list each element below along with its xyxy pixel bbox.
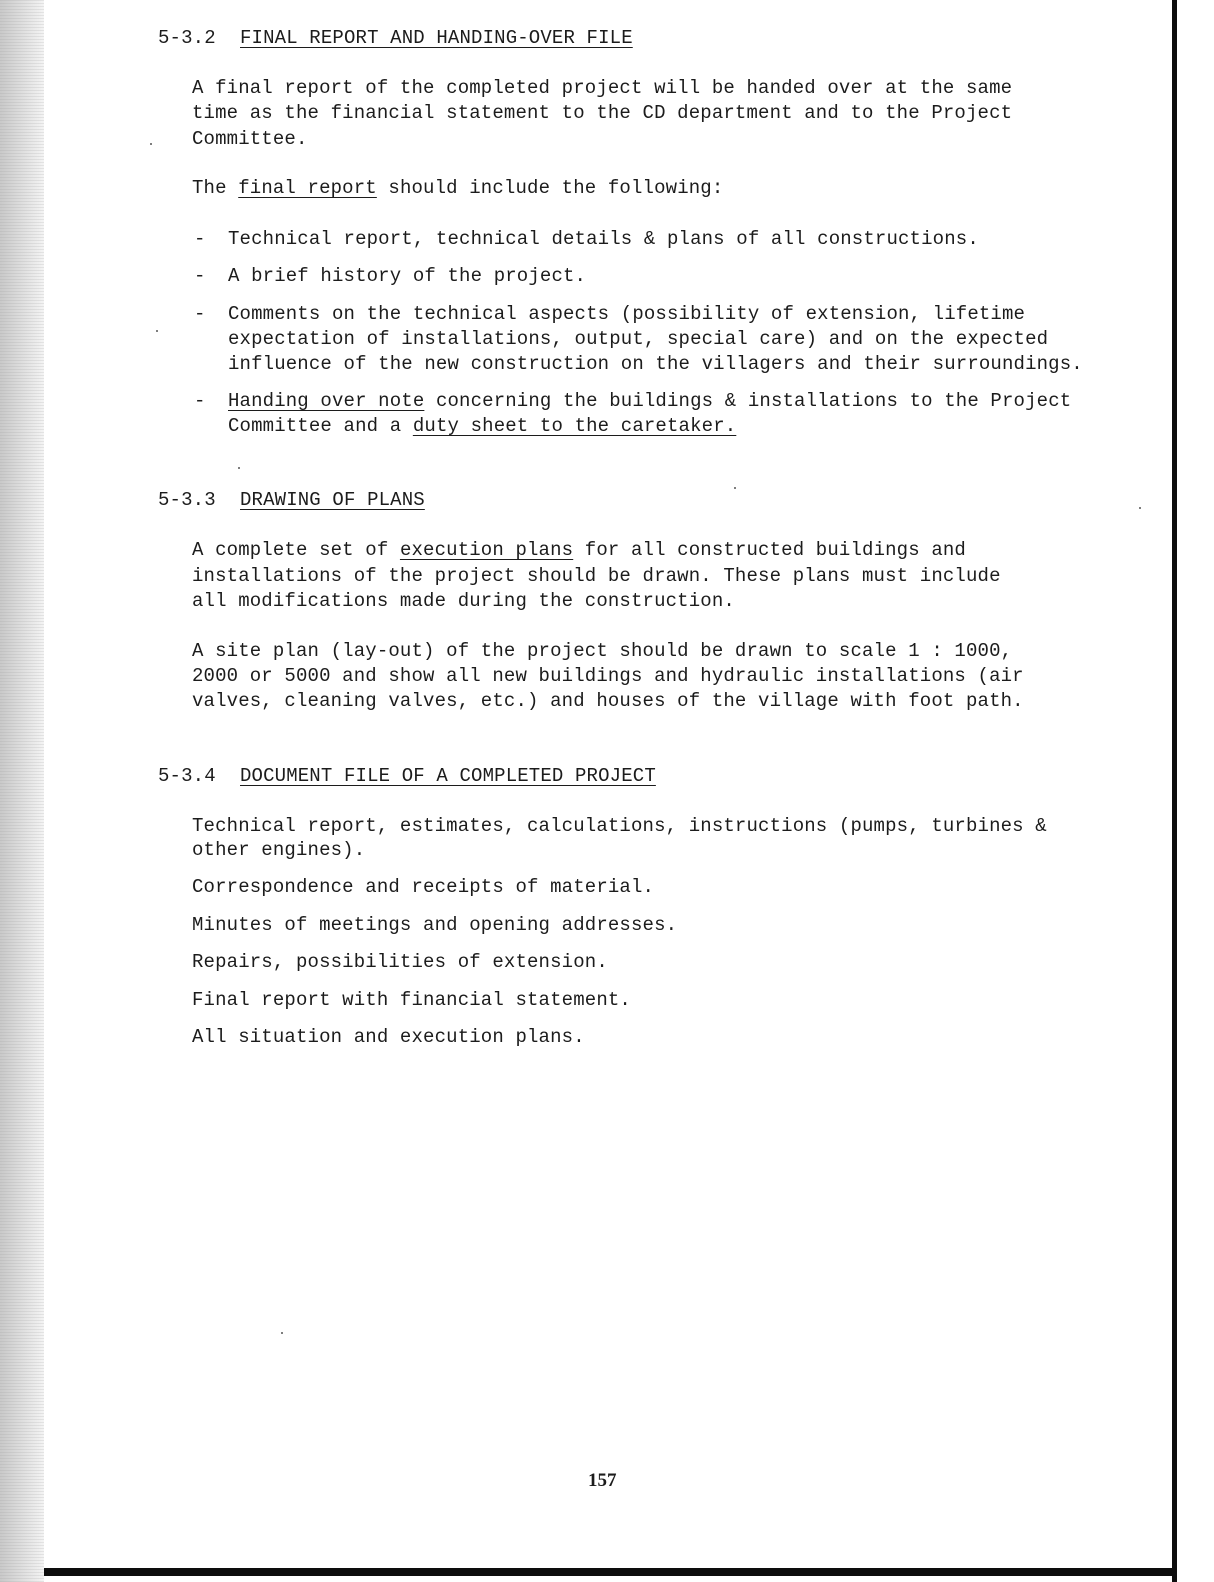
- section-number: 5-3.4: [158, 765, 216, 787]
- bullet-dash: -: [194, 303, 206, 325]
- list-item: All situation and execution plans.: [192, 1026, 585, 1048]
- section-heading-5-3-3: [158, 488, 425, 513]
- list-item: Correspondence and receipts of material.: [192, 876, 655, 898]
- bullet-item: [228, 389, 1071, 414]
- page-number: 157: [588, 1470, 617, 1491]
- scan-speck: [734, 487, 736, 489]
- paragraph-line: all modifications made during the construction.: [192, 590, 735, 612]
- scan-speck: [150, 143, 152, 145]
- paragraph-line: [192, 176, 723, 201]
- scan-speck: [1139, 507, 1141, 509]
- underlined-term: Handing over note: [228, 390, 425, 412]
- underlined-term: execution plans: [399, 539, 574, 561]
- scan-speck: [281, 1332, 283, 1334]
- list-item: Minutes of meetings and opening addresses.: [192, 914, 678, 936]
- section-title: DOCUMENT FILE OF A COMPLETED PROJECT: [240, 765, 656, 787]
- list-item-continued: other engines).: [192, 839, 366, 861]
- paragraph-line: Committee.: [192, 128, 308, 150]
- bullet-item-continued: influence of the new construction on the villagers and their surroundings.: [228, 353, 1083, 375]
- scan-speck: [238, 467, 240, 469]
- section-heading-5-3-2: [158, 26, 633, 51]
- bullet-item: Comments on the technical aspects (possibility of extension, lifetime: [228, 303, 1026, 325]
- text-fragment: The: [192, 177, 239, 199]
- text-fragment: concerning the buildings & installations to the Project: [424, 390, 1072, 412]
- list-item: Repairs, possibilities of extension.: [192, 951, 608, 973]
- underlined-term: final report: [238, 177, 377, 199]
- section-number: 5-3.3: [158, 489, 216, 511]
- paragraph-line: time as the financial statement to the CD department and to the Project: [192, 102, 1013, 124]
- list-item: Final report with financial statement.: [192, 989, 631, 1011]
- scan-border-bottom: [44, 1568, 1177, 1576]
- bullet-dash: -: [194, 390, 206, 412]
- paragraph-line: valves, cleaning valves, etc.) and houses of the village with foot path.: [192, 690, 1024, 712]
- section-title: FINAL REPORT AND HANDING-OVER FILE: [240, 27, 633, 49]
- bullet-dash: -: [194, 228, 206, 250]
- text-fragment: should include the following:: [376, 177, 724, 199]
- list-item: Technical report, estimates, calculations, instructions (pumps, turbines &: [192, 815, 1047, 837]
- scan-margin-right: [1177, 0, 1214, 1582]
- text-fragment: for all constructed buildings and: [573, 539, 966, 561]
- bullet-item-continued: expectation of installations, output, special care) and on the expected: [228, 328, 1049, 350]
- text-fragment: Committee and a: [228, 415, 413, 437]
- bullet-item-continued: [228, 414, 736, 439]
- scan-shadow-left: [0, 0, 44, 1582]
- paragraph-line: installations of the project should be drawn. These plans must include: [192, 565, 1001, 587]
- underlined-term: duty sheet to the caretaker.: [412, 415, 737, 437]
- bullet-dash: -: [194, 265, 206, 287]
- paragraph-line: A final report of the completed project will be handed over at the same: [192, 77, 1013, 99]
- bullet-item: A brief history of the project.: [228, 265, 587, 287]
- bullet-item: Technical report, technical details & plans of all constructions.: [228, 228, 979, 250]
- paragraph-line: [192, 538, 966, 563]
- paragraph-line: A site plan (lay-out) of the project should be drawn to scale 1 : 1000,: [192, 640, 1013, 662]
- section-heading-5-3-4: [158, 764, 656, 789]
- section-title: DRAWING OF PLANS: [240, 489, 425, 511]
- paragraph-line: 2000 or 5000 and show all new buildings and hydraulic installations (air: [192, 665, 1024, 687]
- section-number: 5-3.2: [158, 27, 216, 49]
- scan-speck: [156, 330, 158, 332]
- text-fragment: A complete set of: [192, 539, 400, 561]
